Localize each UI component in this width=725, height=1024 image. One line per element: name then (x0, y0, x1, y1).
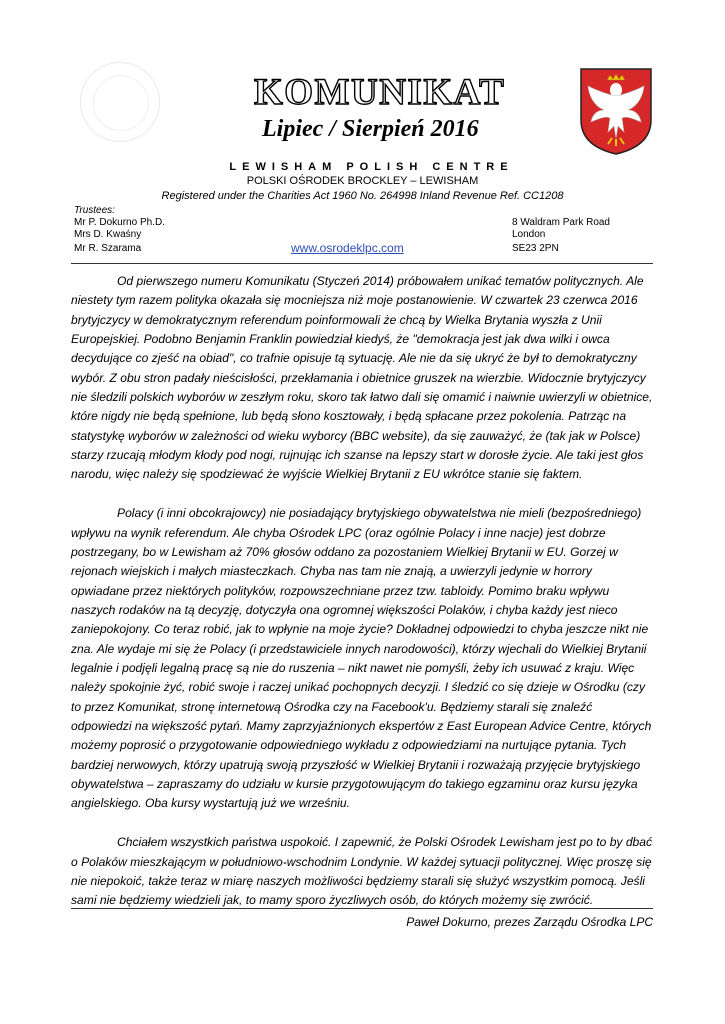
issue-date: Lipiec / Sierpień 2016 (262, 116, 479, 142)
polish-eagle-emblem-icon (578, 66, 654, 156)
trustee-name: Mr P. Dokurno Ph.D. (74, 217, 165, 228)
letter-body (71, 272, 653, 930)
centre-polish-name: POLSKI OŚRODEK BROCKLEY – LEWISHAM (246, 175, 479, 187)
faint-logo-seal (80, 62, 160, 142)
signature: Paweł Dokurno, prezes Zarządu Ośrodka LPC (406, 915, 653, 929)
address-line: SE23 2PN (512, 243, 559, 254)
trustees-label: Trustees: (74, 205, 115, 216)
page-title: KOMUNIKAT (254, 72, 506, 113)
charity-registration: Registered under the Charities Act 1960 No. 264998 Inland Revenue Ref. CC1208 (161, 190, 564, 202)
letter-paragraph: Polacy (i inni obcokrajowcy) nie posiadający brytyjskiego obywatelstwa nie mieli (bezpośredniego) wpływu na wynik referendum. Ale chyba Ośrodek LPC (oraz ogólnie Polacy i inne nacje) jest dobrze postrzegany, bo w Lewisham aż 70% głosów oddano za pozostaniem Wielkiej Brytanii w EU. Gorzej w rejonach wiejskich i małych miasteczkach. Chyba nas tam nie znają, a uwierzyli jedynie w horrory opwiadane przez niektórych polityków, rozpowszechniane przez tzw. tabloidy. Pomimo braku wpływu naszych rodaków na tą decyzję, dotyczyła ona ogromnej większości Polaków, i chyba każdy jest nieco zaniepokojony. Co teraz robić, jak to wpłynie na moje życie? Dokładnej odpowiedzi to chyba jeszcze nikt nie zna. Ale wydaje mi się że Polacy (i przedstawiciele innych narodowości), którzy wjechali do Wielkiej Brytanii legalnie i podjęli legalną pracę są nie do ruszenia – nikt nawet nie pomyśli, żeby ich usuwać z kraju. Więc należy spokojnie żyć, robić swoje i raczej unikać pochopnych decyzji. I śledzić co się dzieje w Ośrodku (czy to przez Komunikat, stronę internetową Ośrodka czy na Facebook'u. Będziemy starali się znaleźć odpowiedzi na większość pytań. Mamy zaprzyjaźnionych ekspertów z East European Advice Centre, których możemy poprosić o przygotowanie odpowiedniego wykładu z odpowiedziami na nurtujące pytania. Tych bardziej nerwowych, którzy upatrują swoją przyszłość w Wielkiej Brytanii i rozważają przyjęcie brytyjskiego obywatelstwa – zapraszamy do udziału w kursie przygotowującym do takiego egzaminu oraz kursu języka angielskiego. Oba kursy wystartują już we wrześniu. (71, 506, 652, 811)
header-divider (71, 263, 653, 264)
letter-paragraph: Od pierwszego numeru Komunikatu (Styczeń 2014) próbowałem unikać tematów politycznych. Ale niestety tym razem polityka okazała się mocniejsza niż moje postanowienie. W czwartek 23 czerwca 2016 brytyjczycy w demokratycznym referendum poinformowali że chcą by Wielka Brytania wyszła z Unii Europejskiej. Podobno Benjamin Franklin powiedział kiedyś, że "demokracja jest jak dwa wilki i owca decydujące co zjeść na obiad", co trafnie opisuje tą sytuację. Ale nie da się ukryć że był to demokratyczny wybór. Z obu stron padały nieścisłości, przekłamania i obietnice gruszek na wierzbie. Widocznie brytyjczycy nie śledzili polskich wyborów w zeszłym roku, skoro tak łatwo dali się omamić i naiwnie uwierzyli w obietnice, które nigdy nie będą spełnione, lub będą słono kosztowały, i będą spłacane przez pokolenia. Patrząc na statystykę wyborów w zależności od wieku wyborcy (BBC website), da się zauważyć, że (tak jak w Polsce) starzy rzucają młodym kłody pod nogi, rujnując ich szanse na lepszy start w dorosłe życie. Ale taki jest głos narodu, więc należy się spodziewać że wyjście Wielkiej Brytanii z EU wkrótce stanie się faktem. (71, 274, 653, 482)
footer-divider (71, 908, 653, 909)
address-line: London (512, 229, 546, 240)
address-line: 8 Waldram Park Road (512, 217, 610, 228)
centre-name: LEWISHAM POLISH CENTRE (229, 161, 514, 173)
website-link[interactable]: www.osrodeklpc.com (291, 241, 404, 255)
trustee-name: Mr R. Szarama (74, 243, 142, 254)
trustee-name: Mrs D. Kwaśny (74, 229, 142, 240)
letter-paragraph: Chciałem wszystkich państwa uspokoić. I zapewnić, że Polski Ośrodek Lewisham jest po to by dbać o Polaków mieszkającym w południowo-wschodnim Londynie. W każdej sytuacji politycznej. Więc proszę się nie niepokoić, także teraz w miarę naszych możliwości będziemy starali się służyć wszystkim pomocą. Jeśli sami nie będziemy wiedzieli jak, to mamy sporo życzliwych osób, do których możemy się zwrócić. (71, 835, 653, 908)
